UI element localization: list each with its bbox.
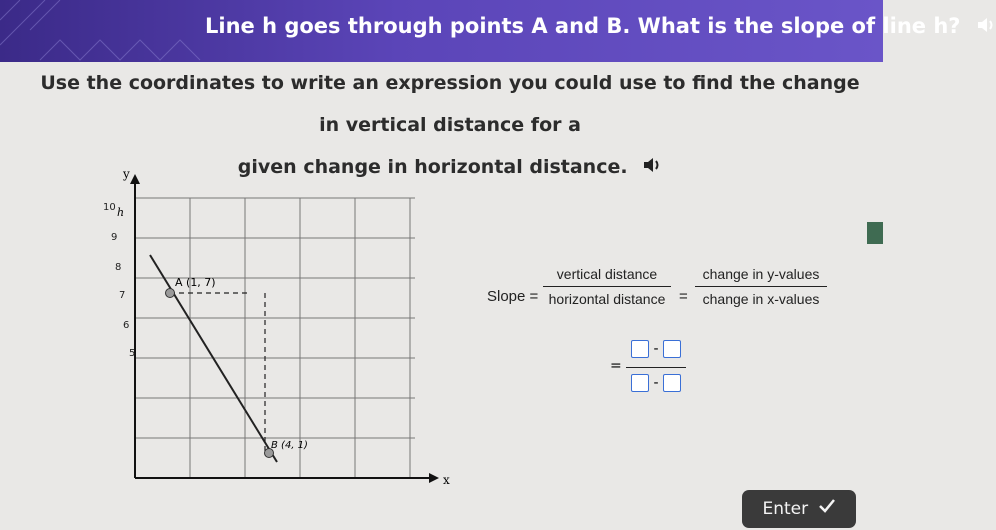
minus-sign: - (653, 375, 659, 391)
denominator-input-2[interactable] (663, 374, 681, 392)
point-a (166, 289, 175, 298)
instruction-line-1: Use the coordinates to write an expression you could use to find the change in vertical distance for a (40, 72, 860, 136)
enter-button-label: Enter (762, 499, 809, 519)
side-tab[interactable] (867, 222, 883, 244)
change-y-text: change in y-values (702, 266, 820, 282)
question-title (205, 14, 996, 39)
point-a-label: A (1, 7) (175, 276, 216, 289)
slope-label: Slope = (487, 288, 539, 305)
slope-formula (487, 258, 837, 338)
vertical-distance-text: vertical distance (556, 266, 658, 282)
axes (135, 180, 435, 478)
line-h-label: h (117, 206, 125, 219)
y-tick-6: 6 (123, 320, 130, 331)
y-tick-5: 5 (129, 348, 136, 359)
point-b-label: B (4, 1) (271, 440, 308, 451)
fraction-bar (626, 367, 686, 368)
equals-sign: = (610, 358, 622, 374)
question-text: Line h goes through points A and B. What is the slope of line h? (205, 14, 961, 38)
numerator-input-2[interactable] (663, 340, 681, 358)
distance-fraction (543, 266, 671, 307)
minus-sign: - (653, 341, 659, 357)
denominator-input-1[interactable] (631, 374, 649, 392)
question-banner (0, 0, 961, 62)
grid-lines (135, 198, 415, 478)
enter-button[interactable] (742, 490, 856, 528)
y-axis-label: y (123, 167, 130, 181)
y-tick-labels (103, 202, 135, 359)
equals-sign: = (679, 288, 688, 305)
y-tick-7: 7 (119, 290, 126, 301)
denominator-inputs (626, 374, 686, 392)
speaker-icon[interactable] (642, 147, 662, 189)
y-tick-8: 8 (115, 262, 122, 273)
coordinate-graph (95, 160, 455, 500)
speaker-icon[interactable] (976, 15, 996, 39)
change-fraction (695, 266, 827, 307)
y-axis-arrow (130, 174, 140, 184)
numerator-inputs (626, 340, 686, 358)
instruction-line-2-text: given change in horizontal distance. (237, 156, 628, 178)
x-axis-arrow (429, 473, 439, 483)
x-axis-label: x (443, 473, 450, 487)
y-tick-10: 10 (103, 202, 116, 213)
check-icon (818, 490, 836, 528)
horizontal-distance-text: horizontal distance (548, 291, 666, 307)
numerator-input-1[interactable] (631, 340, 649, 358)
y-tick-9: 9 (111, 232, 118, 243)
change-x-text: change in x-values (702, 291, 820, 307)
